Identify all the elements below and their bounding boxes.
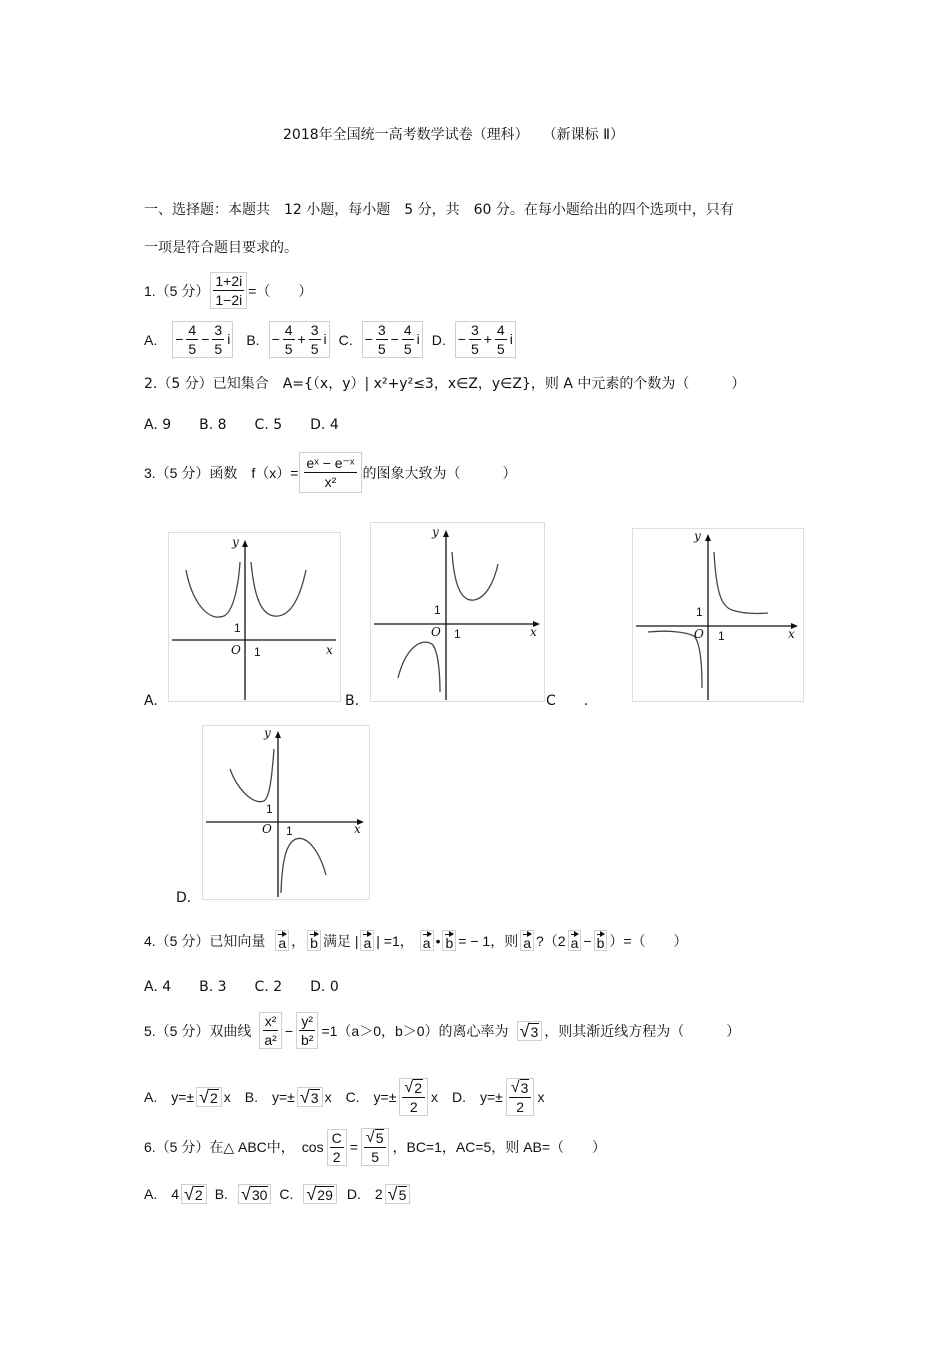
q1-options xyxy=(144,321,516,358)
question-4: 4.（5 分）已知向量 a ， b 满足 | a | =1， a • b = − 1，则 a ?（2 a − b ）=（ ） xyxy=(144,930,688,951)
q3-suffix: 的图象大致为（ ） xyxy=(362,464,517,481)
graph-b-tick-y: 1 xyxy=(434,603,441,617)
graph-c-y-label: y xyxy=(694,529,701,543)
q1-denominator: 1−2i xyxy=(215,292,243,309)
q1-option-b-label: B. xyxy=(246,331,260,348)
q1-option-d-expr: − $\frac{3}{5}$ + $\frac{4}{5}$ i xyxy=(455,321,516,358)
graph-a-curve-left xyxy=(186,562,240,617)
q6-fraction-c: $\frac{C}{2}$ xyxy=(327,1129,347,1166)
q6-option-d: D. 2 xyxy=(346,1186,383,1202)
q6-options: A. 4 √ 2 B. √ 30 C. √ 29 D. 2 √ 5 xyxy=(144,1184,410,1204)
q6-prefix: 6.（5 分）在△ ABC中， cos xyxy=(144,1139,324,1156)
q1-option-d-label: D. xyxy=(431,331,446,348)
q5-options: A. y=± √ 2 x B. y=± √ 3 x C. y=± √ 2 2 x D. y=± √ 3 2 x xyxy=(144,1079,545,1116)
page-title: 2018年全国统一高考数学试卷（理科） （新课标 Ⅱ） xyxy=(283,127,624,143)
q6-option-a: A. 4 xyxy=(144,1186,180,1202)
graph-c xyxy=(632,528,804,702)
graph-a-curve-right xyxy=(251,562,306,616)
graph-c-tick-y: 1 xyxy=(696,605,703,619)
graph-a-tick-x: 1 xyxy=(254,645,261,659)
question-1 xyxy=(144,272,312,309)
graph-b-curve-right xyxy=(452,552,498,600)
graph-d-origin: O xyxy=(262,822,272,836)
graph-a-label: A. xyxy=(144,693,158,709)
question-3 xyxy=(144,452,517,493)
q5-option-b: B. y=± xyxy=(244,1089,295,1106)
q5-option-d: D. y=± xyxy=(452,1089,503,1106)
q4-vector-b: b xyxy=(307,930,321,951)
graph-c-label: C . xyxy=(546,693,589,709)
q4-vector-b-dot: b xyxy=(442,930,456,951)
q1-option-c-expr: − $\frac{3}{5}$ − $\frac{4}{5}$ i xyxy=(362,321,423,358)
q3-prefix: 3.（5 分）函数 f（x）= xyxy=(144,464,299,481)
graph-c-curve-right xyxy=(714,552,768,614)
graph-a xyxy=(168,532,341,702)
q2-options: A. 9 B. 8 C. 5 D. 4 xyxy=(144,417,339,433)
q6-fraction-sqrt5: √ 5 5 xyxy=(361,1128,390,1166)
q3-numerator: eˣ − e⁻ˣ xyxy=(304,455,356,473)
graph-b-tick-x: 1 xyxy=(454,627,461,641)
q4-vector-a-norm: a xyxy=(360,930,374,951)
q6-option-c: C. xyxy=(279,1186,294,1202)
q4-vector-a-dot: a xyxy=(420,930,434,951)
q5-eccentricity: √ 3 xyxy=(517,1021,543,1041)
graph-a-y-label: y xyxy=(232,535,239,549)
section-header-line1: 一、选择题：本题共 12 小题，每小题 5 分，共 60 分。在每小题给出的四个选项中，只有 xyxy=(144,202,734,218)
q4-vector-a-expr2: a xyxy=(568,930,582,951)
q1-numerator: 1+2i xyxy=(213,273,244,291)
graph-b xyxy=(370,522,545,702)
graph-d-label: D. xyxy=(176,890,192,906)
graph-b-y-label: y xyxy=(432,525,439,539)
q1-option-c-label: C. xyxy=(338,331,353,348)
q4-prefix: 4.（5 分）已知向量 xyxy=(144,932,266,949)
q3-denominator: x² xyxy=(324,474,337,491)
q1-fraction xyxy=(210,272,247,309)
q6-option-b: B. xyxy=(214,1186,228,1202)
q5-fraction-y: $\frac{\text{y²}}{\text{b²}}$ xyxy=(296,1012,318,1049)
graph-b-x-label: x xyxy=(530,625,537,639)
q1-option-a-label: A. xyxy=(144,331,158,348)
graph-a-tick-y: 1 xyxy=(234,621,241,635)
q1-option-b-expr: − $\frac{4}{5}$ + $\frac{3}{5}$ i xyxy=(269,321,330,358)
question-6: 6.（5 分）在△ ABC中， cos $\frac{C}{2}$ = √ 5 5 ，BC=1，AC=5，则 AB=（ ） xyxy=(144,1129,607,1166)
graph-d-tick-y: 1 xyxy=(266,802,273,816)
graph-d-tick-x: 1 xyxy=(286,824,293,838)
q4-vector-a-expr: a xyxy=(520,930,534,951)
section-header-line2: 一项是符合题目要求的。 xyxy=(144,240,298,256)
q4-vector-a: a xyxy=(275,930,289,951)
graph-b-origin: O xyxy=(431,625,441,639)
graph-d-y-label: y xyxy=(264,726,271,740)
q4-vector-b-expr: b xyxy=(594,930,608,951)
graph-c-tick-x: 1 xyxy=(718,629,725,643)
graph-d xyxy=(202,725,370,900)
q1-prefix: 1.（5 分） xyxy=(144,282,210,299)
q1-suffix: =（ ） xyxy=(248,282,313,299)
q5-fraction-x: $\frac{\text{x²}}{\text{a²}}$ xyxy=(259,1012,281,1049)
graph-d-curve-left xyxy=(230,749,274,802)
q3-fraction xyxy=(299,452,361,493)
graph-b-label: B. xyxy=(345,693,360,709)
graph-d-curve-right xyxy=(281,838,326,893)
graph-c-origin: O xyxy=(694,627,704,641)
q5-prefix: 5.（5 分）双曲线 xyxy=(144,1022,252,1039)
graph-c-x-label: x xyxy=(788,627,795,641)
graph-d-x-label: x xyxy=(354,822,361,836)
graph-b-curve-left xyxy=(398,642,440,692)
graph-a-x-label: x xyxy=(326,643,333,657)
q4-options: A. 4 B. 3 C. 2 D. 0 xyxy=(144,979,339,995)
question-2: 2.（5 分）已知集合 A={（x，y）| x²+y²≤3，x∈Z，y∈Z}，则 A 中元素的个数为（ ） xyxy=(144,376,746,392)
q1-option-a-expr: − $\frac{4}{5}$ − $\frac{3}{5}$ i xyxy=(172,321,233,358)
q5-option-a: A. y=± xyxy=(144,1089,195,1106)
graph-a-origin: O xyxy=(231,643,241,657)
question-5: 5.（5 分）双曲线 $\frac{\text{x²}}{\text{a²}}$ − $\frac{\text{y²}}{\text{b²}}$ =1（a＞0，b＞0）的离心率为 √ 3 ，则其渐近线方程为（ ） xyxy=(144,1013,741,1049)
q5-option-c: C. y=± xyxy=(345,1089,397,1106)
